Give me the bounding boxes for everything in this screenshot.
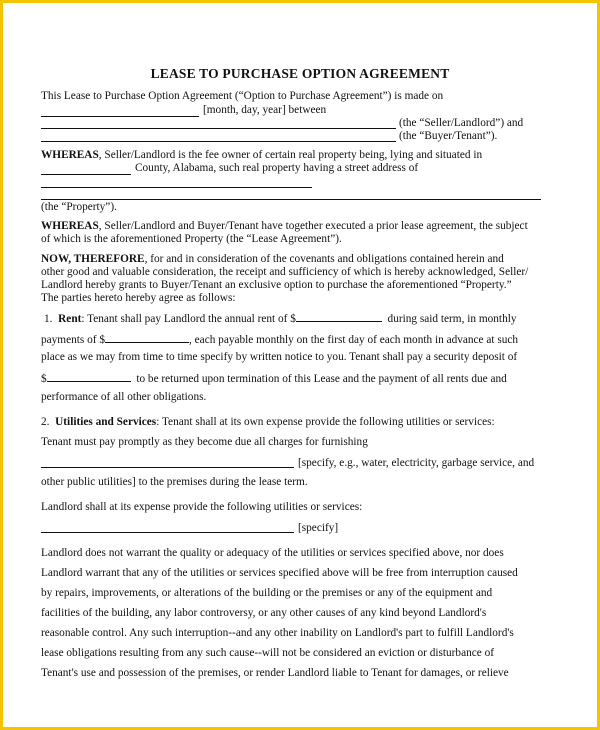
buyer-name-blank (41, 141, 396, 142)
now-therefore-line-3: Landlord hereby grants to Buyer/Tenant an exclusive option to purchase the aforementioned “Property.” (41, 279, 512, 291)
whereas-2-line-1: WHEREAS, Seller/Landlord and Buyer/Tenant have together executed a prior lease agreement, the subject (41, 220, 528, 232)
document-page (3, 3, 597, 727)
warranty-line-5: reasonable control. Any such interruption--and any other inability on Landlord's part to fulfill Landlord's (41, 627, 514, 639)
warranty-line-4: facilities of the building, any labor controversy, or any other causes of any kind beyond Landlord's (41, 607, 487, 619)
rent-line-1: 1. Rent: Tenant shall pay Landlord the annual rent of $ during said term, in monthly (44, 313, 517, 325)
utilities-line-2: Tenant must pay promptly as they become due all charges for furnishing (41, 436, 368, 448)
landlord-utilities-blank (41, 532, 294, 533)
rent-label: Rent (58, 313, 82, 325)
now-therefore-line-2: other good and valuable consideration, the receipt and sufficiency of which is hereby acknowledged, Seller/ (41, 266, 529, 278)
utilities-number: 2. (41, 416, 50, 428)
intro-line-4: (the “Buyer/Tenant”). (399, 130, 498, 142)
rent-line-2: payments of $ , each payable monthly on the first day of each month in advance at such (41, 334, 519, 346)
document-title: LEASE TO PURCHASE OPTION AGREEMENT (150, 66, 450, 81)
address-blank-2 (41, 199, 541, 200)
rent-number: 1. (44, 313, 53, 325)
intro-line-1: This Lease to Purchase Option Agreement (“Option to Purchase Agreement”) is made on (41, 90, 444, 102)
warranty-line-3: by repairs, improvements, or alterations of the building or the premises or any of the equipment and (41, 587, 493, 599)
warranty-line-7: Tenant's use and possession of the premises, or render Landlord liable to Tenant for damages, or relieve (41, 667, 509, 679)
utilities-label: Utilities and Services (55, 416, 157, 428)
now-therefore-line-4: The parties hereto hereby agree as follows: (41, 292, 236, 304)
address-blank-1 (41, 187, 312, 188)
whereas-1-line-1: WHEREAS, Seller/Landlord is the fee owner of certain real property being, lying and situated in (41, 149, 483, 161)
warranty-line-6: lease obligations resulting from any such cause--will not be considered an eviction or disturbance of (41, 647, 494, 659)
warranty-line-1: Landlord does not warrant the quality or adequacy of the utilities or services specified above, nor does (41, 547, 504, 559)
warranty-line-2: Landlord warrant that any of the utilities or services specified above will be free from interruption caused (41, 567, 518, 579)
whereas-1-label: WHEREAS (41, 149, 99, 161)
whereas-2-line-2: of which is the aforementioned Property (the “Lease Agreement”). (41, 233, 342, 245)
whereas-1-line-4: (the “Property”). (41, 201, 117, 213)
rent-line-3: place as we may from time to time specify by written notice to you. Tenant shall pay a security deposit of (41, 351, 518, 363)
county-blank (41, 174, 131, 175)
intro-line-3: (the “Seller/Landlord”) and (399, 117, 524, 129)
security-deposit-blank (47, 371, 131, 382)
intro-line-2: [month, day, year] between (203, 104, 327, 116)
rent-line-4: $ to be returned upon termination of this Lease and the payment of all rents due and (41, 373, 507, 385)
whereas-2-label: WHEREAS (41, 220, 99, 232)
now-therefore-label: NOW, THEREFORE (41, 253, 145, 265)
monthly-payment-blank (105, 332, 189, 343)
annual-rent-blank (296, 311, 382, 322)
rent-line-5: performance of all other obligations. (41, 391, 207, 403)
utilities-line-1: 2. Utilities and Services: Tenant shall at its own expense provide the following utilities or services: (41, 416, 495, 428)
utilities-line-4: other public utilities] to the premises during the lease term. (41, 476, 308, 488)
now-therefore-line-1: NOW, THEREFORE, for and in consideration of the covenants and obligations contained herein and (41, 253, 504, 265)
utilities-line-6: [specify] (298, 522, 339, 534)
utilities-line-3: [specify, e.g., water, electricity, garbage service, and (298, 457, 535, 469)
utilities-line-5: Landlord shall at its expense provide the following utilities or services: (41, 501, 363, 513)
date-blank (41, 116, 199, 117)
whereas-1-line-2: County, Alabama, such real property having a street address of (135, 162, 419, 174)
seller-name-blank (41, 128, 396, 129)
tenant-utilities-blank (41, 467, 294, 468)
